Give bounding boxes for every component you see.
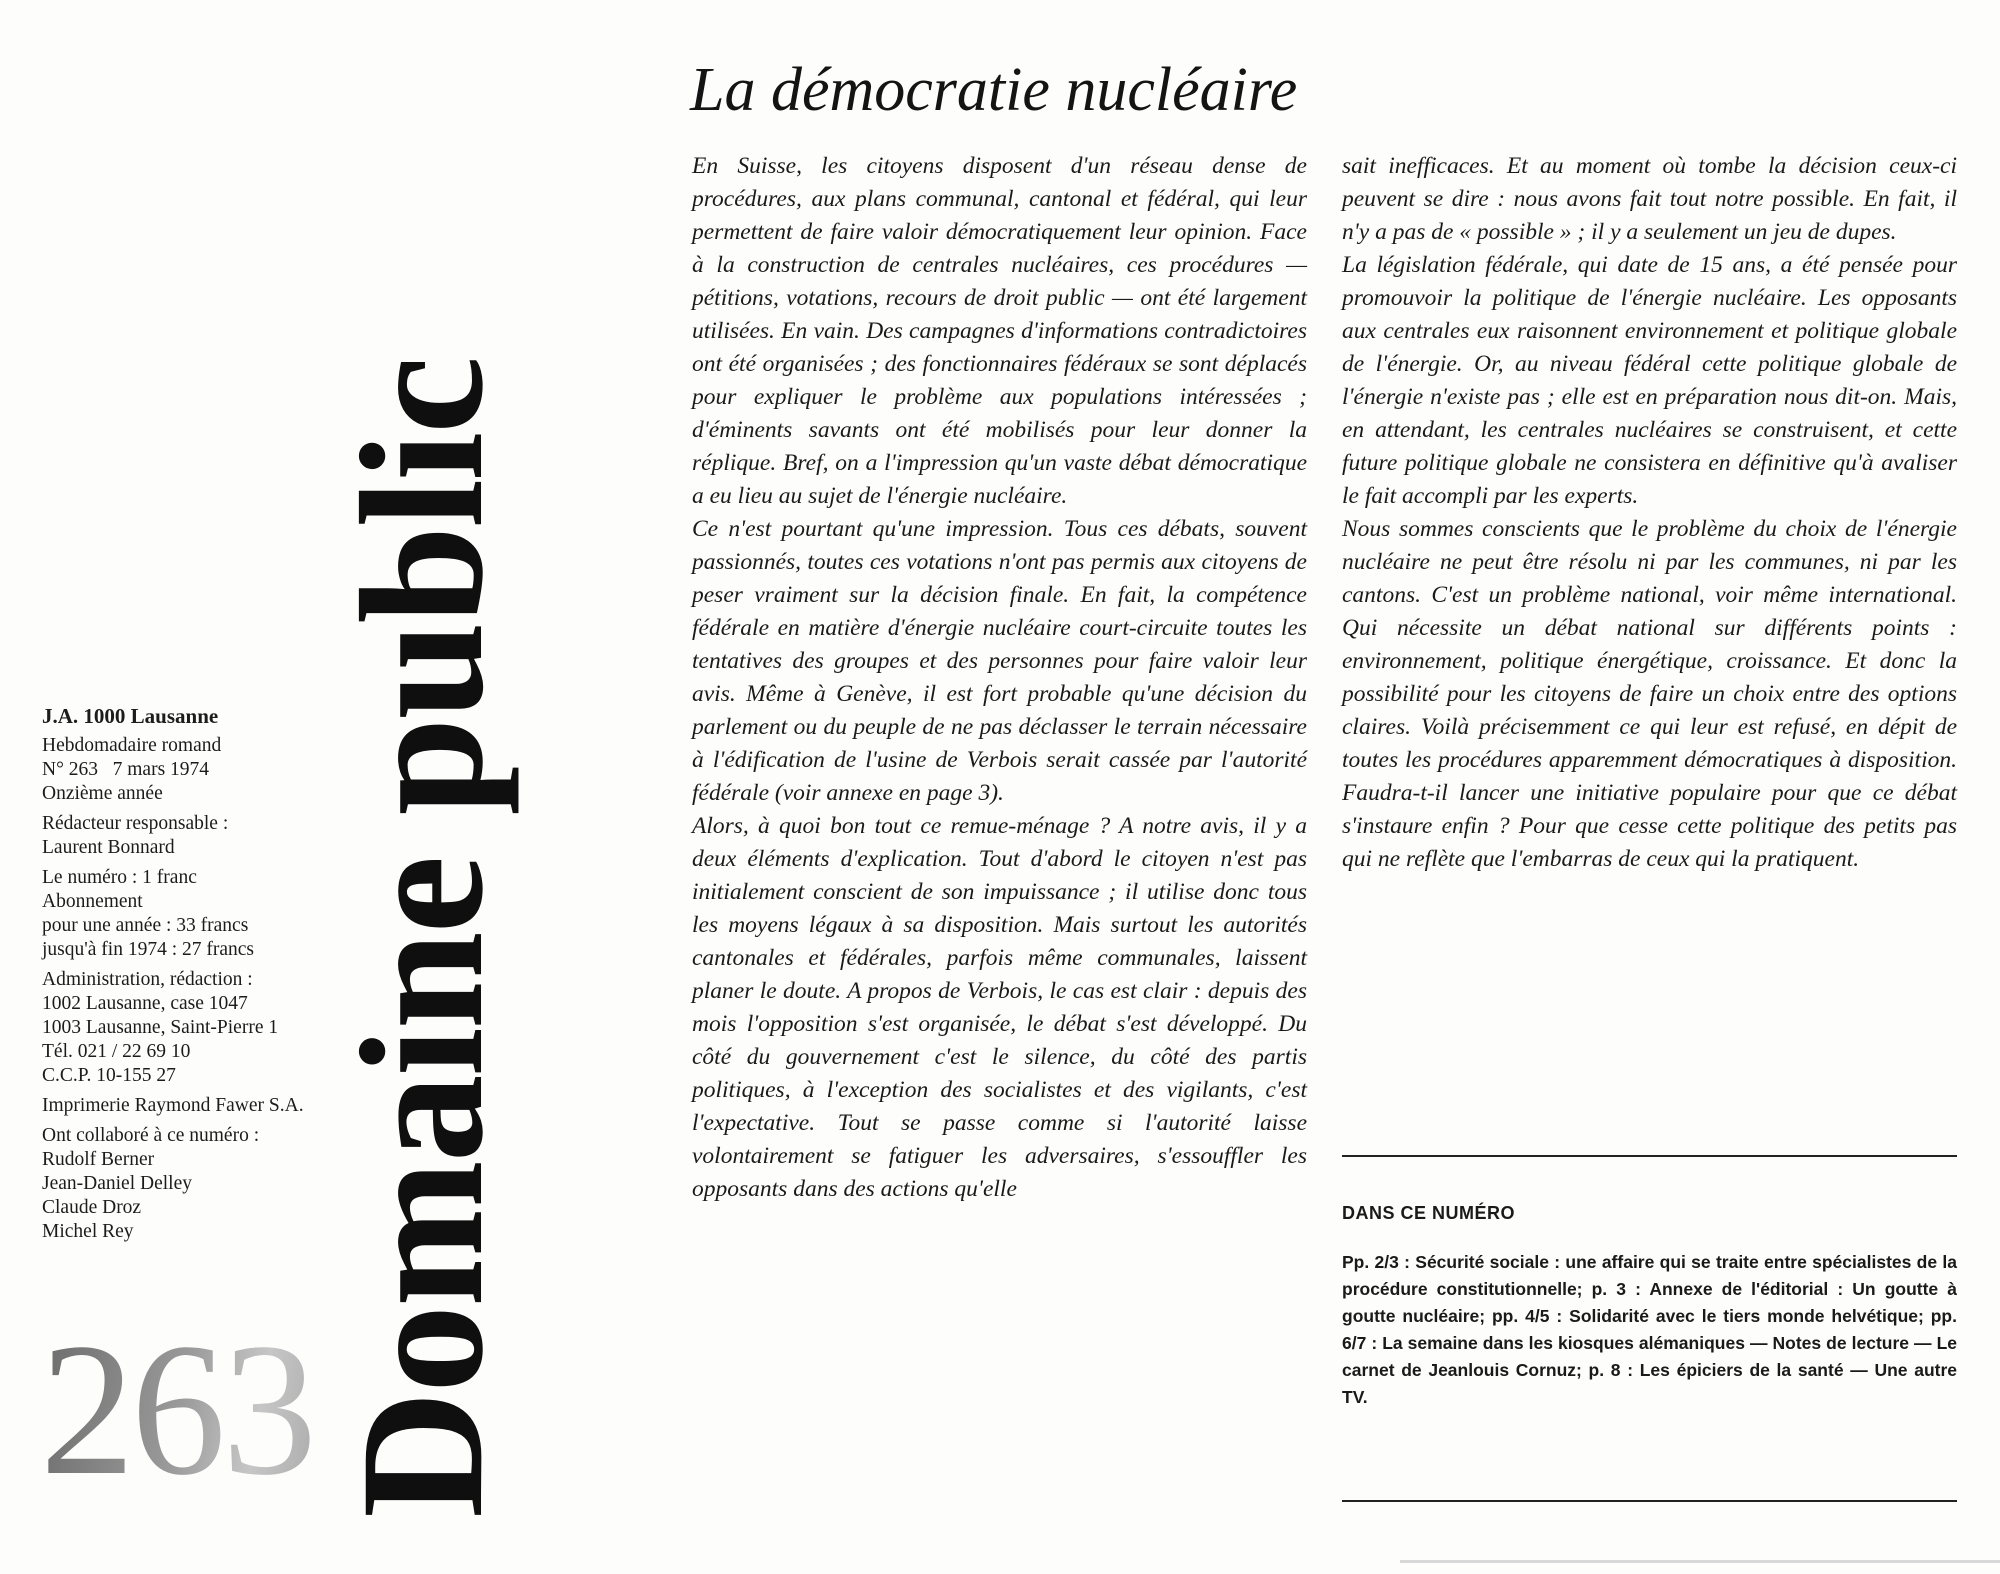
masthead-title: Domaine public — [325, 357, 520, 1518]
contributor: Michel Rey — [42, 1221, 134, 1242]
year-label: Onzième année — [42, 783, 163, 804]
article-paragraph: Nous sommes conscients que le problème du choix de l'énergie nucléaire ne peut être résolu ni par les communes, ni par les cantons. C'est un problème national, voir même international. Qui nécessite un débat national sur différents points : environnement, politique énergétique, croissance. Et donc la possibilité pour les citoyens de faire un choix entre des options claires. Voilà précisemment ce qui leur est refusé, en dépit de toutes les procédures apparemment démocratiques à disposition. Faudra-t-il lancer une initiative populaire pour que ce débat s'instaure enfin ? Pour que cesse cette politique des petits pas qui ne reflète que l'embarras de ceux qui la pratiquent. — [1342, 516, 1957, 872]
contributor: Jean-Daniel Delley — [42, 1173, 192, 1194]
postal-account: C.C.P. 10-155 27 — [42, 1065, 176, 1086]
contents-text: Pp. 2/3 : Sécurité sociale : une affaire qui se traite entre spécialistes de la procédure constitutionnelle; p. 3 : Annexe de l'éditorial : Un goutte à goutte nucléaire; pp. 4/5 : Solidarité avec le tiers monde helvétique; pp. 6/7 : La semaine dans les kiosques alémaniques — Notes de lecture — Le carnet de Jeanlouis Cornuz; p. 8 : Les épiciers de la santé — Une autre TV. — [1342, 1252, 1957, 1407]
article-paragraph: sait inefficaces. Et au moment où tombe la décision ceux-ci peuvent se dire : nous avons fait tout notre possible. En fait, il n'y a pas de « possible » ; il y a seulement un jeu de dupes. — [1342, 153, 1957, 245]
postal-code-line: J.A. 1000 Lausanne — [42, 704, 219, 728]
article-paragraph: En Suisse, les citoyens disposent d'un réseau dense de procédures, aux plans communal, cantonal et fédéral, qui leur permettent de faire valoir démocratiquement leur opinion. Face à la construction de centrales nucléaires, ces procédures — pétitions, votations, recours de droit public — ont été largement utilisées. En vain. Des campagnes d'informations contradictoires ont été organisées ; des fonctionnaires fédéraux se sont déplacés pour expliquer le problème aux populations intéressées ; d'éminents savants ont été mobilisés pour leur donner la réplique. Bref, on a l'impression qu'un vaste débat démocratique a eu lieu au sujet de l'énergie nucléaire. — [692, 153, 1307, 509]
contributors-label: Ont collaboré à ce numéro : — [42, 1125, 260, 1146]
contents-top-rule — [1342, 1155, 1957, 1157]
subscription-end: jusqu'à fin 1974 : 27 francs — [42, 939, 255, 960]
editor-label: Rédacteur responsable : — [42, 813, 229, 834]
printer-name: Imprimerie Raymond Fawer S.A. — [42, 1095, 304, 1116]
address-1: 1002 Lausanne, case 1047 — [42, 993, 248, 1014]
address-2: 1003 Lausanne, Saint-Pierre 1 — [42, 1017, 279, 1038]
subscription-year: pour une année : 33 francs — [42, 915, 249, 936]
issue-number: 263 — [40, 1300, 400, 1520]
issue-date: N° 263 7 mars 1974 — [42, 759, 210, 780]
contents-bottom-rule — [1342, 1500, 1957, 1502]
telephone: Tél. 021 / 22 69 10 — [42, 1041, 191, 1062]
weekly-label: Hebdomadaire romand — [42, 735, 222, 756]
article-column-2 — [1342, 150, 1957, 876]
page-edge-divider — [1400, 1560, 2000, 1563]
contents-box — [1342, 1200, 1957, 1411]
contributor: Rudolf Berner — [42, 1149, 155, 1170]
contents-heading: DANS CE NUMÉRO — [1342, 1203, 1516, 1223]
article-paragraph: Ce n'est pourtant qu'une impression. Tous ces débats, souvent passionnés, toutes ces votations n'ont pas permis aux citoyens de peser vraiment sur la décision finale. En fait, la compétence fédérale en matière d'énergie nucléaire court-circuite toutes les tentatives des groupes et des personnes pour faire valoir leur avis. Même à Genève, il est fort probable qu'une décision du parlement ou du peuple de ne pas déclasser le terrain nécessaire à l'édification de l'usine de Verbois serait cassée par l'autorité fédérale (voir annexe en page 3). — [692, 516, 1307, 806]
article-paragraph: La législation fédérale, qui date de 15 ans, a été pensée pour promouvoir la politique de l'énergie nucléaire. Les opposants aux centrales eux raisonnent environnement et politique globale de l'énergie. Or, au niveau fédéral cette politique globale de l'énergie n'existe pas ; elle est en préparation nous dit-on. Mais, en attendant, les centrales nucléaires se construisent, et cette future politique globale ne consistera en définitive qu'à avaliser le fait accompli par les experts. — [1342, 252, 1957, 509]
price-label: Le numéro : 1 franc — [42, 867, 197, 888]
subscription-label: Abonnement — [42, 891, 143, 912]
editor-name: Laurent Bonnard — [42, 837, 175, 858]
admin-label: Administration, rédaction : — [42, 969, 253, 990]
article-title: La démocratie nucléaire — [690, 56, 1298, 124]
article-column-1 — [692, 150, 1307, 1206]
contributor: Claude Droz — [42, 1197, 142, 1218]
article-paragraph: Alors, à quoi bon tout ce remue-ménage ? A notre avis, il y a deux éléments d'explication. Tout d'abord le citoyen n'est pas initialement conscient de son impuissance ; il utilise donc tous les moyens légaux à sa disposition. Mais surtout les autorités cantonales et fédérales, parfois même communales, laissent planer le doute. A propos de Verbois, le cas est clair : depuis des mois l'opposition s'est organisée, le débat s'est développé. Du côté du gouvernement c'est le silence, du côté des partis politiques, à l'exception des socialistes et des vigilants, c'est l'expectative. Tout se passe comme si l'autorité laisse volontairement se fatiguer les adversaires, s'essouffler les opposants dans des actions qu'elle — [692, 813, 1307, 1202]
